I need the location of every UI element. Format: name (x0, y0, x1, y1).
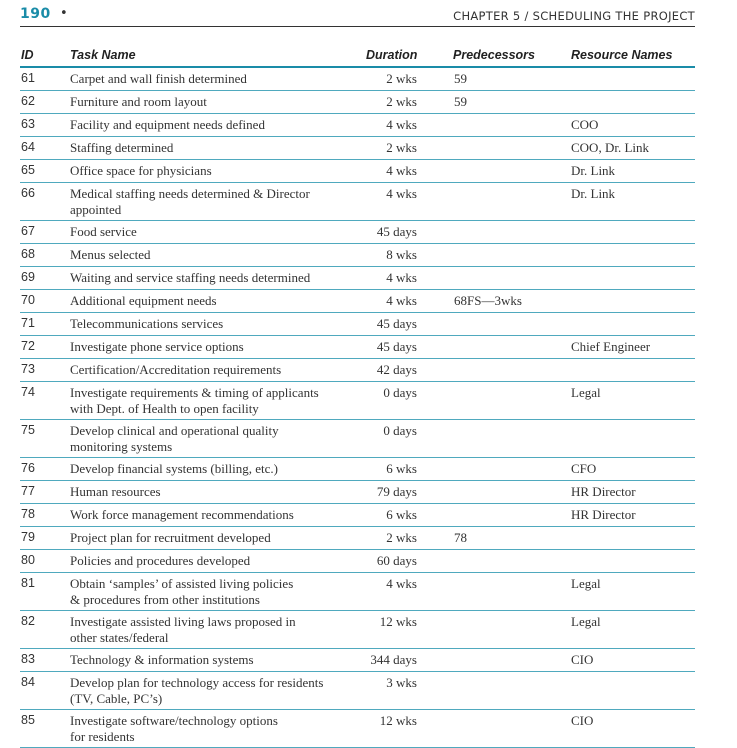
task-name (70, 94, 355, 110)
task-name-line: Waiting and service staffing needs determined (70, 270, 311, 285)
task-resources: Legal (571, 576, 601, 591)
task-name (70, 385, 355, 416)
task-name (70, 461, 355, 477)
task-duration: 2 wks (386, 94, 417, 109)
task-name (70, 675, 355, 706)
task-name (70, 713, 355, 744)
task-duration: 2 wks (386, 140, 417, 155)
task-name-line: Investigate assisted living laws proposed in (70, 614, 296, 629)
task-name (70, 224, 355, 240)
table-row (20, 313, 695, 336)
task-duration: 6 wks (386, 507, 417, 522)
task-name (70, 614, 355, 645)
task-duration: 4 wks (386, 293, 417, 308)
task-duration: 12 wks (379, 713, 417, 728)
table-row (20, 611, 695, 649)
table-row (20, 458, 695, 481)
column-header-resources: Resource Names (571, 48, 673, 62)
task-resources: Dr. Link (571, 186, 616, 201)
task-name-line: Investigate requirements & timing of applicants (70, 385, 319, 400)
task-name (70, 140, 355, 156)
task-name (70, 339, 355, 355)
table-row (20, 221, 695, 244)
task-name-line: Develop plan for technology access for residents (70, 675, 324, 690)
task-resources: Legal (571, 614, 601, 629)
chapter-title: CHAPTER 5 / SCHEDULING THE PROJECT (453, 9, 695, 23)
task-duration: 4 wks (386, 117, 417, 132)
task-id: 78 (21, 507, 35, 521)
task-duration: 12 wks (379, 614, 417, 629)
task-name-line: Office space for physicians (70, 163, 212, 178)
task-predecessors: 59 (454, 71, 467, 86)
table-row (20, 290, 695, 313)
table-row (20, 481, 695, 504)
task-name-line: Work force management recommendations (70, 507, 294, 522)
table-row (20, 649, 695, 672)
task-duration: 8 wks (386, 247, 417, 262)
task-id: 73 (21, 362, 35, 376)
table-row (20, 68, 695, 91)
task-name-line: Technology & information systems (70, 652, 254, 667)
task-duration: 4 wks (386, 163, 417, 178)
page-header (20, 6, 695, 27)
task-duration: 2 wks (386, 71, 417, 86)
task-id: 80 (21, 553, 35, 567)
task-name (70, 186, 355, 217)
table-header (20, 45, 695, 68)
task-name-line: Menus selected (70, 247, 151, 262)
task-name-line: monitoring systems (70, 438, 173, 454)
task-duration: 6 wks (386, 461, 417, 476)
task-name (70, 553, 355, 569)
task-name-line: & procedures from other institutions (70, 591, 260, 607)
task-name (70, 652, 355, 668)
table-row (20, 114, 695, 137)
task-name (70, 163, 355, 179)
task-predecessors: 78 (454, 530, 467, 545)
task-name-line: Human resources (70, 484, 161, 499)
task-name-line: Investigate software/technology options (70, 713, 278, 728)
table-row (20, 550, 695, 573)
task-name (70, 530, 355, 546)
task-duration: 79 days (376, 484, 417, 499)
task-resources: CFO (571, 461, 597, 476)
task-name-line: Furniture and room layout (70, 94, 207, 109)
table-row (20, 504, 695, 527)
task-name-line: Develop financial systems (billing, etc.) (70, 461, 278, 476)
task-id: 76 (21, 461, 35, 475)
page-bullet: • (60, 6, 68, 21)
column-header-duration: Duration (366, 48, 418, 62)
task-duration: 0 days (383, 385, 417, 400)
table-row (20, 160, 695, 183)
task-resources: CIO (571, 652, 594, 667)
task-id: 85 (21, 713, 35, 727)
task-duration: 344 days (370, 652, 417, 667)
task-resources: HR Director (571, 507, 636, 522)
task-id: 84 (21, 675, 35, 689)
task-duration: 45 days (376, 316, 417, 331)
task-name (70, 423, 355, 454)
table-row (20, 382, 695, 420)
task-name-line: Policies and procedures developed (70, 553, 251, 568)
task-id: 68 (21, 247, 35, 261)
table-row (20, 359, 695, 382)
table-row (20, 267, 695, 290)
task-id: 62 (21, 94, 35, 108)
task-id: 65 (21, 163, 35, 177)
task-name (70, 117, 355, 133)
task-name (70, 293, 355, 309)
task-name-line: Additional equipment needs (70, 293, 217, 308)
task-duration: 3 wks (386, 675, 417, 690)
task-name (70, 576, 355, 607)
task-name (70, 362, 355, 378)
task-name (70, 247, 355, 263)
table-row (20, 137, 695, 160)
task-id: 70 (21, 293, 35, 307)
task-resources: HR Director (571, 484, 636, 499)
task-name (70, 507, 355, 523)
table-row (20, 710, 695, 748)
table-row (20, 336, 695, 359)
column-header-id: ID (21, 48, 34, 62)
task-name (70, 270, 355, 286)
task-name-line: Project plan for recruitment developed (70, 530, 271, 545)
table-row (20, 244, 695, 267)
task-id: 63 (21, 117, 35, 131)
page-number: 190 (20, 6, 51, 22)
task-name-line: Staffing determined (70, 140, 174, 155)
task-id: 75 (21, 423, 35, 437)
task-id: 61 (21, 71, 35, 85)
task-resources: Dr. Link (571, 163, 616, 178)
task-id: 74 (21, 385, 35, 399)
task-name-line: Telecommunications services (70, 316, 224, 331)
task-id: 72 (21, 339, 35, 353)
task-name-line: Investigate phone service options (70, 339, 244, 354)
task-name (70, 316, 355, 332)
task-id: 64 (21, 140, 35, 154)
table-row (20, 420, 695, 458)
task-name-line: appointed (70, 201, 122, 217)
task-id: 71 (21, 316, 35, 330)
task-name-line: with Dept. of Health to open facility (70, 400, 259, 416)
task-name-line: Medical staffing needs determined & Director (70, 186, 310, 201)
task-duration: 4 wks (386, 270, 417, 285)
task-id: 83 (21, 652, 35, 666)
task-predecessors: 68FS—3wks (454, 293, 522, 308)
task-name-line: Food service (70, 224, 137, 239)
task-name-line: Obtain ‘samples’ of assisted living policies (70, 576, 294, 591)
task-id: 77 (21, 484, 35, 498)
task-name-line: Develop clinical and operational quality (70, 423, 279, 438)
task-name (70, 484, 355, 500)
table-row (20, 672, 695, 710)
table-row (20, 183, 695, 221)
column-header-predecessors: Predecessors (453, 48, 536, 62)
task-duration: 42 days (376, 362, 417, 377)
task-id: 79 (21, 530, 35, 544)
task-name-line: for residents (70, 728, 135, 744)
task-duration: 2 wks (386, 530, 417, 545)
schedule-table (20, 45, 695, 748)
table-body (20, 68, 695, 748)
task-duration: 45 days (376, 224, 417, 239)
task-resources: Legal (571, 385, 601, 400)
task-name-line: Certification/Accreditation requirements (70, 362, 282, 377)
task-duration: 4 wks (386, 576, 417, 591)
task-name-line: Carpet and wall finish determined (70, 71, 247, 86)
task-duration: 4 wks (386, 186, 417, 201)
task-resources: Chief Engineer (571, 339, 651, 354)
task-resources: CIO (571, 713, 594, 728)
task-name (70, 71, 355, 87)
table-row (20, 91, 695, 114)
table-row (20, 527, 695, 550)
task-id: 66 (21, 186, 35, 200)
task-id: 67 (21, 224, 35, 238)
column-header-task: Task Name (70, 48, 136, 62)
task-id: 69 (21, 270, 35, 284)
task-id: 82 (21, 614, 35, 628)
task-id: 81 (21, 576, 35, 590)
task-duration: 0 days (383, 423, 417, 438)
task-duration: 45 days (376, 339, 417, 354)
task-name-line: Facility and equipment needs defined (70, 117, 265, 132)
table-row (20, 573, 695, 611)
task-resources: COO (571, 117, 599, 132)
task-predecessors: 59 (454, 94, 467, 109)
task-name-line: (TV, Cable, PC’s) (70, 690, 163, 706)
task-duration: 60 days (376, 553, 417, 568)
task-resources: COO, Dr. Link (571, 140, 649, 155)
task-name-line: other states/federal (70, 629, 169, 645)
